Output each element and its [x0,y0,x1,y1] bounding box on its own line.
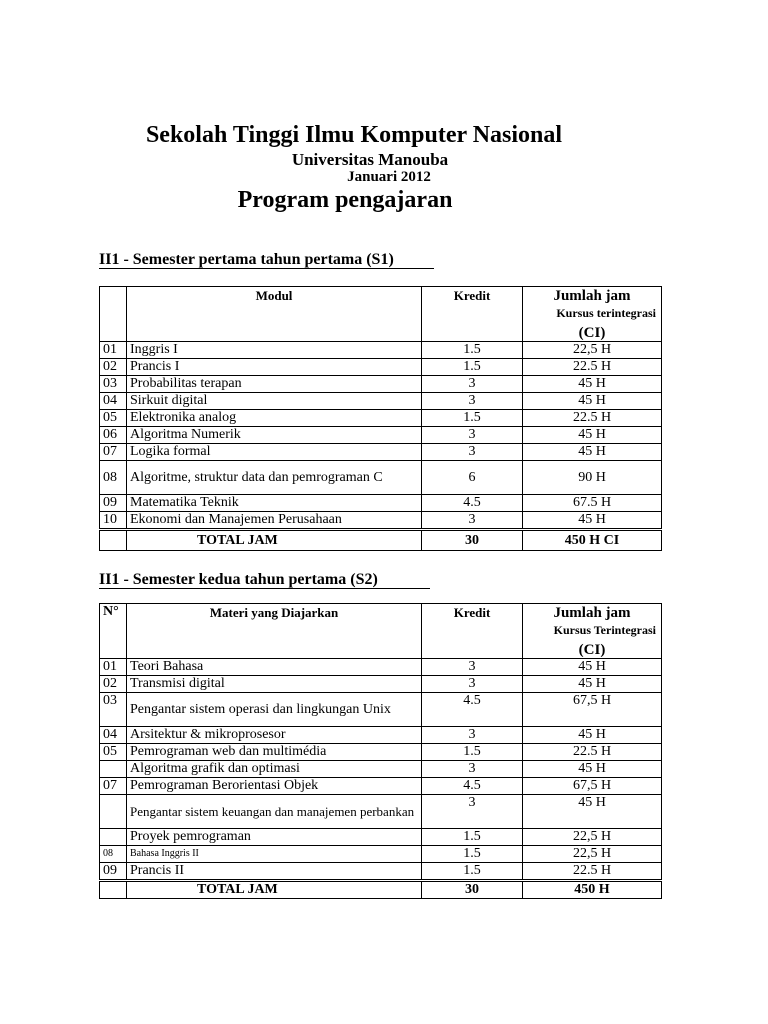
row-module: Logika formal [127,444,422,461]
table-row [100,342,662,359]
col-credit-header: Kredit [422,287,523,342]
col-hours-ci: (CI) [578,325,606,341]
row-no: 08 [100,461,127,495]
row-module: Pemrograman web dan multimédia [127,744,422,761]
table-row [100,676,662,693]
row-credit: 3 [422,393,523,410]
row-hours: 45 H [523,393,662,410]
table-row [100,512,662,530]
table-row [100,359,662,376]
row-no [100,795,127,829]
row-hours: 22.5 H [523,410,662,427]
row-no: 10 [100,512,127,530]
table-header-row [100,287,662,342]
total-label: TOTAL JAM [127,881,422,899]
university-name: Universitas Manouba [291,150,449,169]
table-row [100,659,662,676]
row-module: Inggris I [127,342,422,359]
row-no: 09 [100,863,127,881]
row-hours: 67.5 H [523,495,662,512]
table-row [100,795,662,829]
total-hours: 450 H [523,881,662,899]
total-hours: 450 H CI [523,530,662,551]
col-no-header: N° [100,604,127,659]
row-no [100,829,127,846]
row-no: 01 [100,342,127,359]
col-hours-label: Jumlah jam [553,288,631,304]
row-credit: 4.5 [422,495,523,512]
row-module: Prancis I [127,359,422,376]
row-module: Sirkuit digital [127,393,422,410]
total-label: TOTAL JAM [127,530,422,551]
total-row [100,530,662,551]
row-hours: 45 H [523,427,662,444]
row-no: 01 [100,659,127,676]
table-row [100,744,662,761]
row-hours: 90 H [523,461,662,495]
row-module: Prancis II [127,863,422,881]
row-no: 02 [100,359,127,376]
table-row [100,846,662,863]
row-credit: 4.5 [422,693,523,727]
row-credit: 3 [422,427,523,444]
row-credit: 3 [422,795,523,829]
col-module-header: Materi yang Diajarkan [127,604,422,659]
table-header-row [100,604,662,659]
table-row [100,863,662,881]
table-row [100,778,662,795]
row-credit: 3 [422,761,523,778]
row-credit: 1.5 [422,829,523,846]
row-hours: 45 H [523,512,662,530]
row-no: 08 [100,846,127,863]
semester2-table [99,603,662,899]
row-credit: 3 [422,727,523,744]
row-credit: 1.5 [422,846,523,863]
table-row [100,393,662,410]
table-row [100,495,662,512]
semester2-heading: II1 - Semester kedua tahun pertama (S2) [99,571,430,589]
total-row [100,881,662,899]
row-hours: 45 H [523,676,662,693]
semester1-heading: II1 - Semester pertama tahun pertama (S1) [99,251,434,269]
row-hours: 45 H [523,444,662,461]
row-hours: 22,5 H [523,829,662,846]
row-hours: 45 H [523,795,662,829]
row-no: 06 [100,427,127,444]
row-credit: 3 [422,512,523,530]
row-hours: 22,5 H [523,342,662,359]
row-module: Pemrograman Berorientasi Objek [127,778,422,795]
col-hours-ci: (CI) [578,642,606,658]
row-hours: 45 H [523,376,662,393]
total-no [100,881,127,899]
row-credit: 3 [422,444,523,461]
row-hours: 45 H [523,761,662,778]
row-credit: 1.5 [422,744,523,761]
row-credit: 4.5 [422,778,523,795]
row-no: 04 [100,393,127,410]
row-module: Ekonomi dan Manajemen Perusahaan [127,512,422,530]
col-no-header [100,287,127,342]
row-hours: 22,5 H [523,846,662,863]
row-module: Pengantar sistem operasi dan lingkungan Unix [127,693,422,727]
row-no: 05 [100,410,127,427]
row-credit: 3 [422,676,523,693]
row-credit: 3 [422,376,523,393]
col-hours-header [523,287,662,342]
row-credit: 1.5 [422,342,523,359]
row-hours: 45 H [523,659,662,676]
row-credit: 1.5 [422,863,523,881]
row-module: Proyek pemrograman [127,829,422,846]
table-row [100,444,662,461]
row-credit: 1.5 [422,359,523,376]
row-hours: 45 H [523,727,662,744]
table-row [100,427,662,444]
row-no [100,761,127,778]
row-module: Pengantar sistem keuangan dan manajemen perbankan [127,795,422,829]
row-module: Probabilitas terapan [127,376,422,393]
row-module: Teori Bahasa [127,659,422,676]
total-no [100,530,127,551]
col-hours-sublabel: Kursus Terintegrasi [553,623,656,637]
row-no: 09 [100,495,127,512]
table-row [100,727,662,744]
row-no: 04 [100,727,127,744]
table-row [100,693,662,727]
program-title: Program pengajaran [237,187,453,213]
table-row [100,461,662,495]
row-no: 05 [100,744,127,761]
document-date: Januari 2012 [347,169,431,185]
row-hours: 67,5 H [523,778,662,795]
semester1-table [99,286,662,551]
row-credit: 6 [422,461,523,495]
table-row [100,829,662,846]
row-module: Algoritme, struktur data dan pemrograman C [127,461,422,495]
row-no: 07 [100,778,127,795]
row-hours: 67,5 H [523,693,662,727]
row-credit: 1.5 [422,410,523,427]
row-no: 03 [100,693,127,727]
row-module: Algoritma Numerik [127,427,422,444]
row-module: Elektronika analog [127,410,422,427]
total-credit: 30 [422,881,523,899]
table-row [100,410,662,427]
row-module: Algoritma grafik dan optimasi [127,761,422,778]
row-module: Transmisi digital [127,676,422,693]
col-hours-header [523,604,662,659]
col-credit-header: Kredit [422,604,523,659]
col-hours-sublabel: Kursus terintegrasi [556,306,656,320]
row-no: 03 [100,376,127,393]
col-hours-label: Jumlah jam [553,605,631,621]
row-hours: 22.5 H [523,863,662,881]
row-module: Bahasa Inggris II [127,846,422,863]
row-no: 02 [100,676,127,693]
col-module-header: Modul [127,287,422,342]
row-hours: 22.5 H [523,744,662,761]
school-title: Sekolah Tinggi Ilmu Komputer Nasional [145,122,563,148]
table-row [100,376,662,393]
row-credit: 3 [422,659,523,676]
row-no: 07 [100,444,127,461]
row-hours: 22.5 H [523,359,662,376]
total-credit: 30 [422,530,523,551]
row-module: Matematika Teknik [127,495,422,512]
row-module: Arsitektur & mikroprosesor [127,727,422,744]
table-row [100,761,662,778]
